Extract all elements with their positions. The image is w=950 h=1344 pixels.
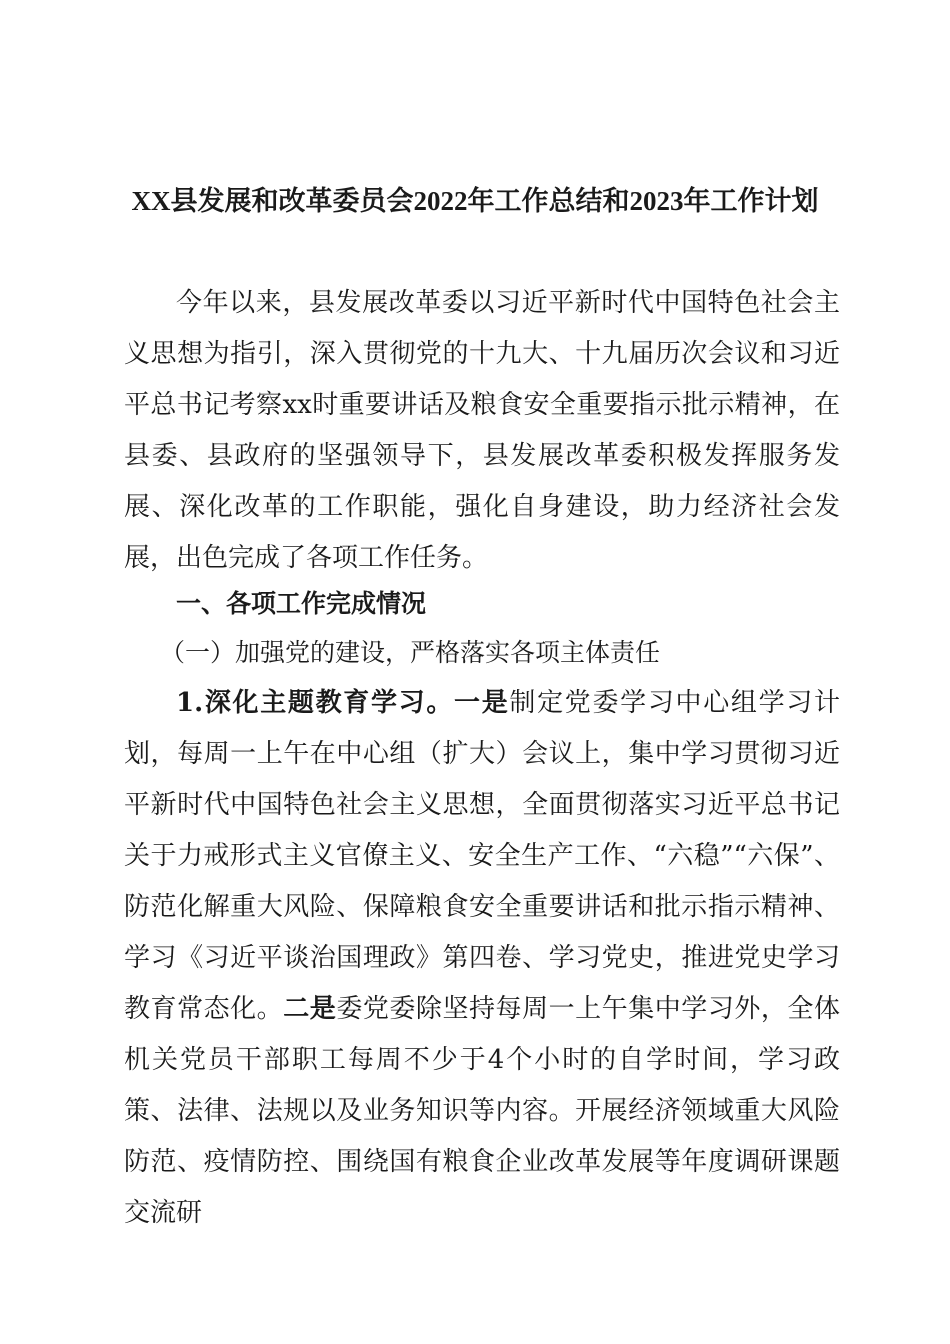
item-marker-first: 一是: [454, 688, 510, 718]
subsection-heading: （一）加强党的建设，严格落实各项主体责任: [160, 638, 661, 667]
item-heading: 1.深化主题教育学习。: [176, 688, 455, 718]
item-text-second: 委党委除坚持每周一上午集中学习外，全体机关党员干部职工每周不少于4个小时的自学时间，学习政策、法律、法规以及业务知识等内容。开展经济领域重大风险防范、疫情防控、围绕国有粮食企业改革发展等年度调研课题交流研: [124, 994, 840, 1228]
section-heading: 一、各项工作完成情况: [176, 589, 427, 618]
item-text-first: 制定党委学习中心组学习计划，每周一上午在中心组（扩大）会议上，集中学习贯彻习近平新时代中国特色社会主义思想，全面贯彻落实习近平总书记关于力戒形式主义官僚主义、安全生产工作、“六稳”“六保”、防范化解重大风险、保障粮食安全重要讲话和批示指示精神、学习《习近平谈治国理政》第四卷、学习党史，推进党史学习教育常态化。: [124, 688, 840, 1024]
document-title: XX县发展和改革委员会2022年工作总结和2023年工作计划: [131, 186, 819, 216]
item-marker-second: 二是: [283, 994, 337, 1024]
intro-paragraph: 今年以来，县发展改革委以习近平新时代中国特色社会主义思想为指引，深入贯彻党的十九大、十九届历次会议和习近平总书记考察xx时重要讲话及粮食安全重要指示批示精神，在县委、县政府的坚强领导下，县发展改革委积极发挥服务发展、深化改革的工作职能，强化自身建设，助力经济社会发展，出色完成了各项工作任务。: [124, 288, 840, 573]
item-paragraph: [124, 678, 840, 1239]
